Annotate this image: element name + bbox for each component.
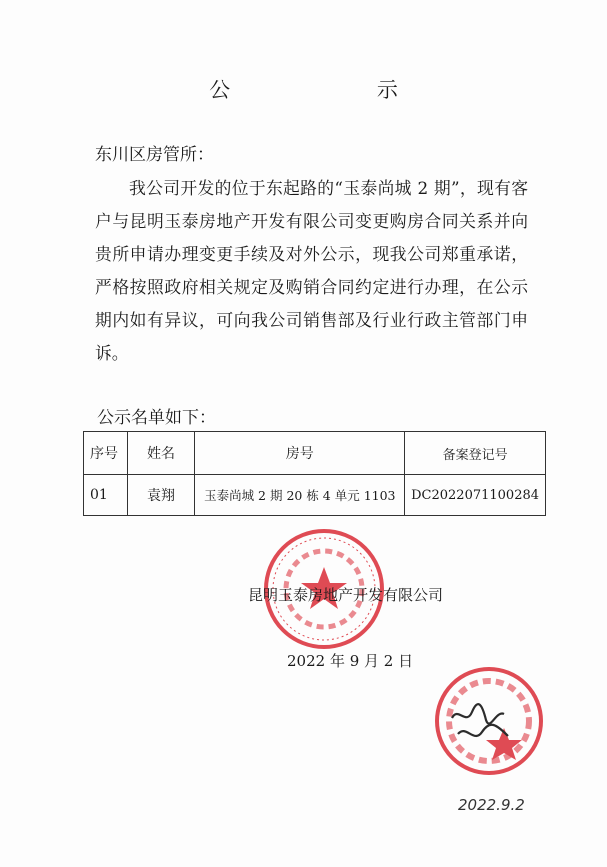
table-row (84, 475, 546, 516)
notice-table (83, 431, 546, 516)
company-name: 昆明玉泰房地产开发有限公司 (248, 586, 444, 604)
list-label: 公示名单如下： (97, 408, 216, 428)
notice-body: 我公司开发的位于东起路的“玉泰尚城 2 期”，现有客户与昆明玉泰房地产开发有限公司变更购房合同关系并向贵所申请办理变更手续及对外公示，现我公司郑重承诺，严格按照政府相关规定及购销合同约定进行办理，在公示期内如有异议，可向我公司销售部及行业行政主管部门申诉。 (95, 178, 528, 363)
header-record: 备案登记号 (405, 432, 546, 475)
handwritten-signature (448, 700, 518, 750)
handwritten-date: 2022.9.2 (458, 796, 525, 814)
notice-date: 2022 年 9 月 2 日 (287, 652, 414, 670)
cell-room: 玉泰尚城 2 期 20 栋 4 单元 1103 (195, 475, 405, 516)
cell-seq: 01 (84, 475, 128, 516)
header-name: 姓名 (127, 432, 195, 475)
page-title: 公 示 (209, 78, 468, 102)
header-seq: 序号 (84, 432, 128, 475)
addressee: 东川区房管所： (95, 145, 214, 165)
cell-name: 袁翔 (127, 475, 195, 516)
table-header-row (84, 432, 546, 475)
cell-record: DC2022071100284 (405, 475, 546, 516)
header-room: 房号 (195, 432, 405, 475)
